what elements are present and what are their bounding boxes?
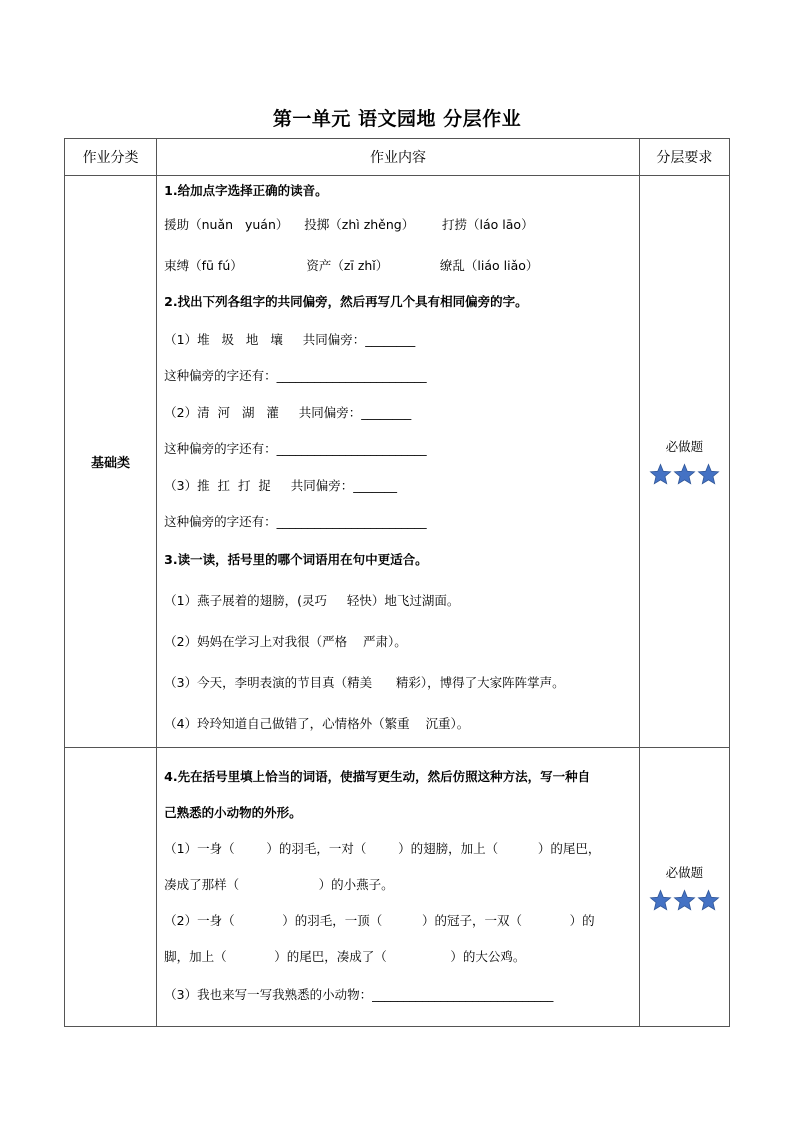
content-line: 这种偏旁的字还有：________________________ <box>164 514 427 529</box>
question-2: 2.找出下列各组字的共同偏旁，然后再写几个具有相同偏旁的字。 <box>164 294 528 309</box>
category-cell <box>65 748 157 1027</box>
header-category: 作业分类 <box>65 139 157 176</box>
star-icon <box>649 889 672 912</box>
table-row-basic <box>65 176 730 748</box>
content-line: 这种偏旁的字还有：________________________ <box>164 441 427 456</box>
question-1: 1.给加点字选择正确的读音。 <box>164 183 328 198</box>
page-title: 第一单元 语文园地 分层作业 <box>272 108 522 130</box>
category-cell: 基础类 <box>65 176 157 748</box>
content-cell <box>157 748 640 1027</box>
star-icon <box>649 463 672 486</box>
content-line: （1）堆 圾 地 壤 共同偏旁：________ <box>164 332 416 347</box>
content-line: 脚，加上（ ）的尾巴，凑成了（ ）的大公鸡。 <box>164 949 526 964</box>
requirement-cell <box>639 176 729 748</box>
question-4: 4.先在括号里填上恰当的词语，使描写更生动，然后仿照这种方法，写一种自 <box>164 769 591 784</box>
content-line: （3）推 扛 打 捉 共同偏旁：_______ <box>164 478 398 493</box>
content-line: 这种偏旁的字还有：________________________ <box>164 368 427 383</box>
content-line: （2）清 河 湖 灌 共同偏旁：________ <box>164 405 412 420</box>
star-icon <box>673 463 696 486</box>
content-line: 援助（nuǎn yuán） 投掷（zhì zhěng） 打捞（láo lāo） <box>164 217 534 232</box>
content-cell <box>157 176 640 748</box>
content-line: （1）一身（ ）的羽毛，一对（ ）的翅膀，加上（ ）的尾巴， <box>164 841 601 856</box>
requirement-label: 必做题 <box>665 864 704 880</box>
star-icon <box>697 889 720 912</box>
star-rating <box>640 889 729 912</box>
star-icon <box>673 889 696 912</box>
content-line: 己熟悉的小动物的外形。 <box>164 805 302 820</box>
table-header-row <box>65 139 730 176</box>
content-line: （2）妈妈在学习上对我很（严格 严肃）。 <box>164 634 407 649</box>
requirement-cell <box>639 748 729 1027</box>
question-3: 3.读一读，括号里的哪个词语用在句中更适合。 <box>164 552 428 567</box>
content-line: （4）玲玲知道自己做错了，心情格外（繁重 沉重）。 <box>164 716 470 731</box>
homework-table <box>64 138 730 1027</box>
content-line: 凑成了那样（ ）的小燕子。 <box>164 877 394 892</box>
requirement-label: 必做题 <box>665 439 704 454</box>
content-line: （3）今天，李明表演的节目真（精美 精彩），博得了大家阵阵掌声。 <box>164 675 565 690</box>
content-line: （2）一身（ ）的羽毛，一顶（ ）的冠子，一双（ ）的 <box>164 913 595 928</box>
header-requirement: 分层要求 <box>639 139 729 176</box>
content-line: （3）我也来写一写我熟悉的小动物：_____________________________ <box>164 987 554 1002</box>
content-line: （1）燕子展着的翅膀，(灵巧 轻快）地飞过湖面。 <box>164 593 460 608</box>
star-rating <box>640 463 729 486</box>
star-icon <box>697 463 720 486</box>
header-content: 作业内容 <box>157 139 640 176</box>
table-row-extension <box>65 748 730 1027</box>
content-line: 束缚（fū fú） 资产（zī zhǐ） 缭乱（liáo liǎo） <box>164 258 539 273</box>
